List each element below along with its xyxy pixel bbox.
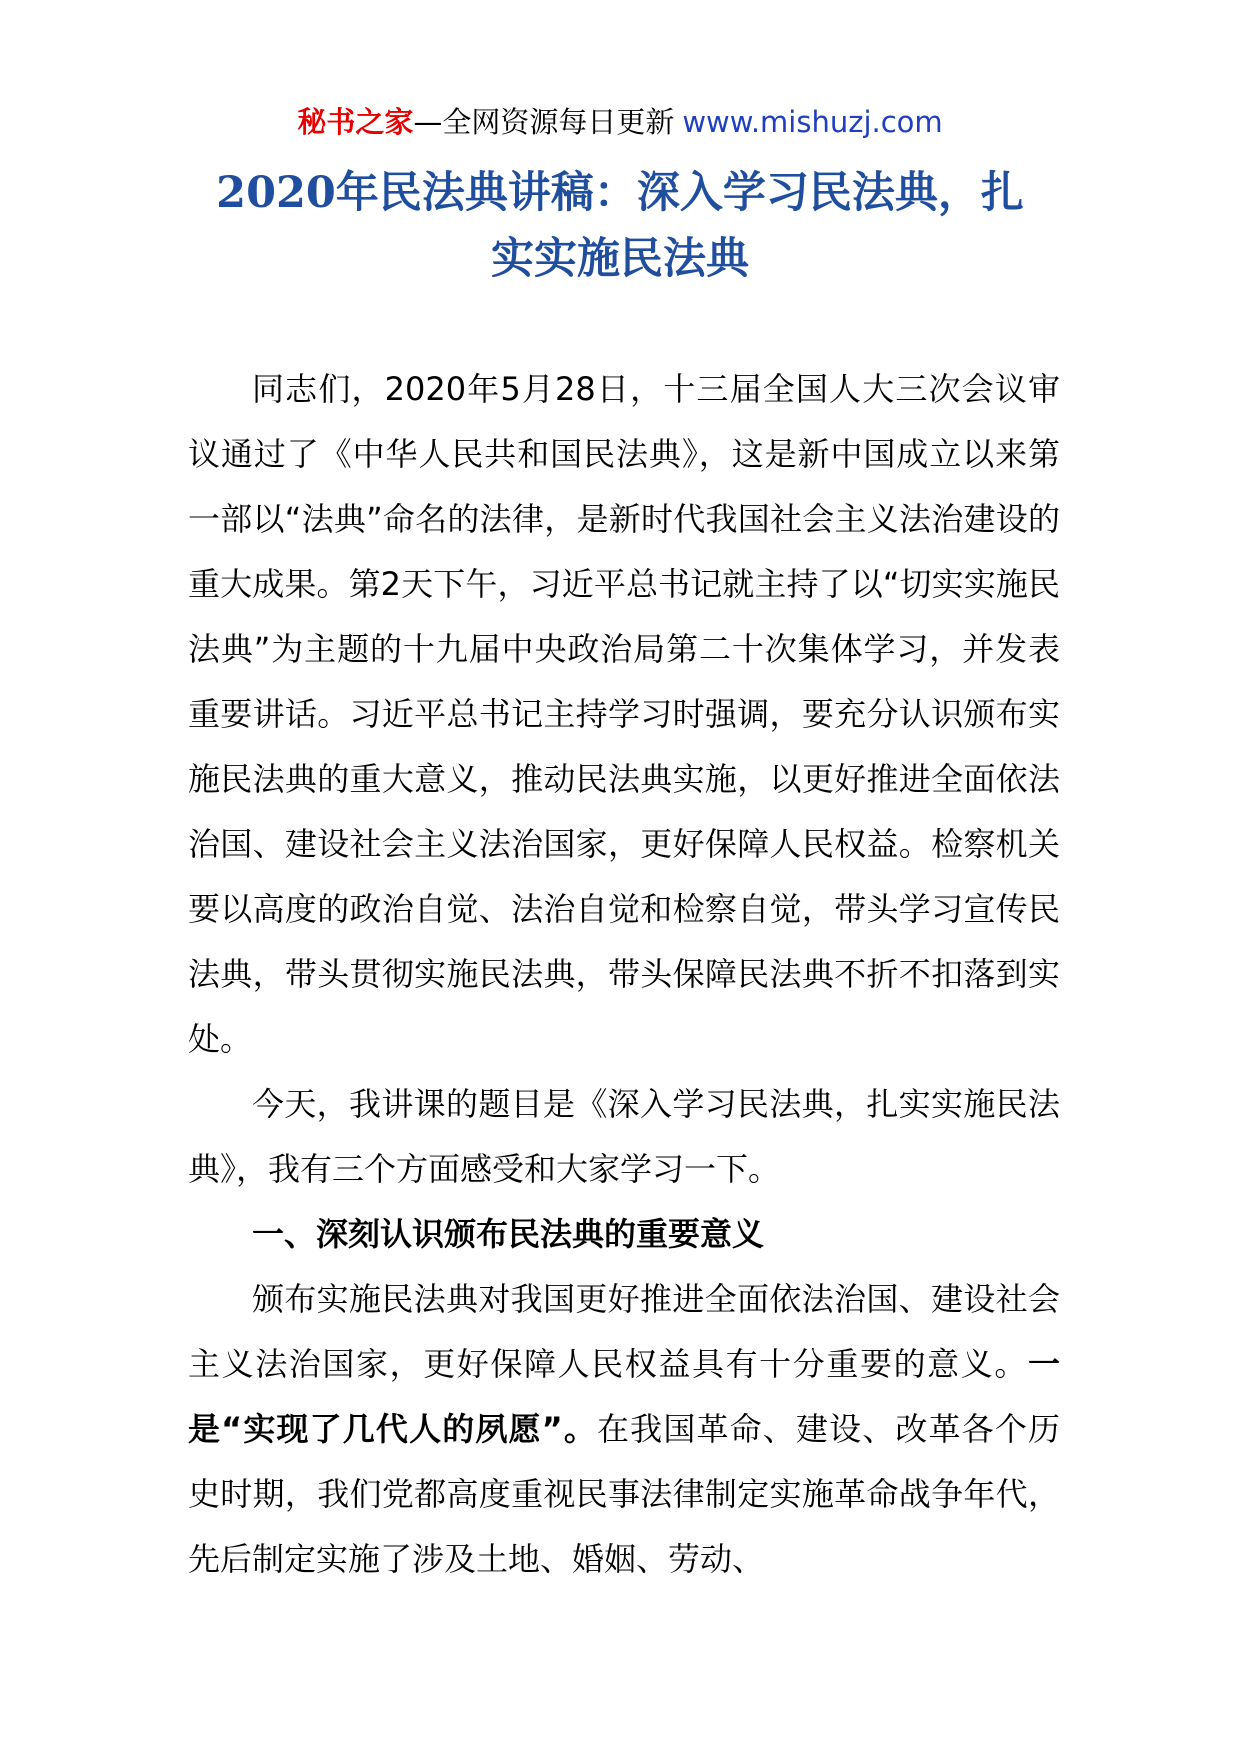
title-line-1: 2020年民法典讲稿：深入学习民法典，扎 (216, 168, 1024, 218)
paragraph-significance-start: 颁布实施民法典对我国更好推进全面依法治国、建设社会主义法治国家，更好保障人民权益具有十分重要的意义。 (188, 1280, 1060, 1383)
document-title (190, 160, 1050, 292)
title-line-2: 实实施民法典 (491, 234, 749, 284)
paragraph-significance (188, 1267, 1060, 1592)
brand-name: 秘书之家 (297, 105, 414, 139)
site-url-link[interactable]: www.mishuzj.com (682, 105, 943, 139)
paragraph-intro: 同志们，2020年5月28日，十三届全国人大三次会议审议通过了《中华人民共和国民法典》，这是新中国成立以来第一部以“法典”命名的法律，是新时代我国社会主义法治建设的重大成果。第2天下午，习近平总书记就主持了以“切实实施民法典”为主题的十九届中央政治局第二十次集体学习，并发表重要讲话。习近平总书记主持学习时强调，要充分认识颁布实施民法典的重大意义，推动民法典实施，以更好推进全面依法治国、建设社会主义法治国家，更好保障人民权益。检察机关要以高度的政治自觉、法治自觉和检察自觉，带头学习宣传民法典，带头贯彻实施民法典，带头保障民法典不折不扣落到实处。 (188, 370, 1060, 1058)
site-header (0, 100, 1240, 144)
header-slogan: —全网资源每日更新 (413, 105, 675, 139)
paragraph-significance-rest: 在我国革命、建设、改革各个历史时期，我们党都高度重视民事法律制定实施革命战争年代，先后制定实施了涉及土地、婚姻、劳动、 (188, 1410, 1060, 1578)
section-heading: 一、深刻认识颁布民法典的重要意义 (252, 1215, 765, 1253)
paragraph-significance-bold: 一是“实现了几代人的夙愿”。 (188, 1345, 1060, 1448)
paragraph-topic: 今天，我讲课的题目是《深入学习民法典，扎实实施民法典》，我有三个方面感受和大家学习一下。 (188, 1085, 1060, 1188)
document-body (188, 357, 1060, 1592)
